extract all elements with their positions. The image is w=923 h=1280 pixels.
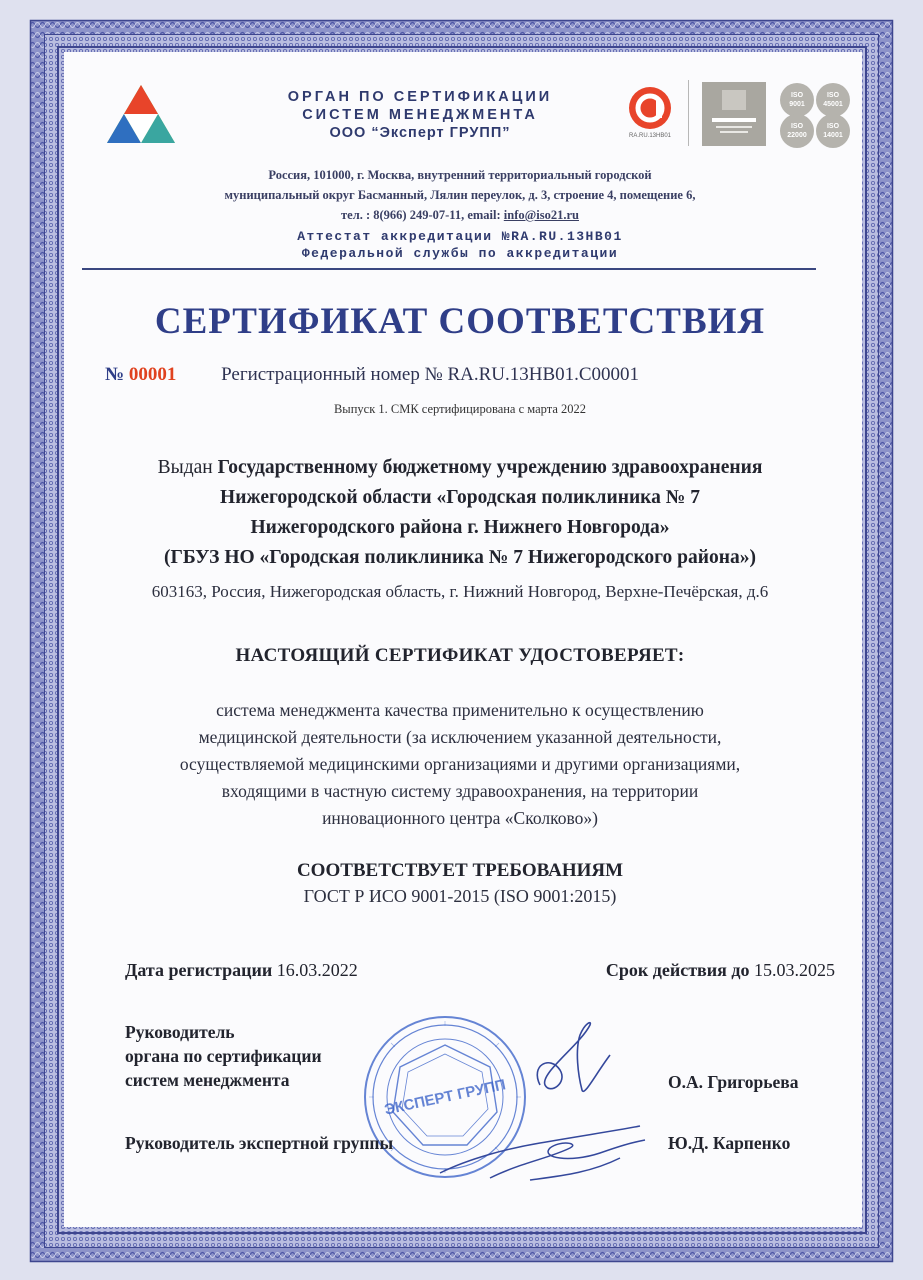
email-link[interactable]: info@iso21.ru — [503, 208, 579, 222]
scope-block — [140, 697, 780, 832]
iso-14001-badge-icon: ISO 14001 — [816, 114, 850, 148]
registration-date-label: Дата регистрации — [125, 960, 273, 980]
iso-45001-badge-icon: ISO 45001 — [816, 83, 850, 117]
accreditation-line-2: Федеральной службы по аккредитации — [301, 246, 619, 261]
number-label: № — [105, 364, 125, 385]
standard-name: ГОСТ Р ИСО 9001-2015 (ISO 9001:2015) — [303, 886, 617, 906]
issued-org-line-4: (ГБУЗ НО «Городская поликлиника № 7 Нижегородского района») — [164, 547, 756, 568]
issued-org-line-3: Нижегородского района г. Нижнего Новгорода» — [250, 517, 670, 538]
header-divider — [82, 268, 816, 270]
scope-line-5: инновационного центра «Сколково») — [322, 808, 598, 828]
signature-karpenko-icon — [430, 1118, 650, 1188]
signature-grigorieva-icon — [520, 1015, 630, 1105]
address-line-1: Россия, 101000, г. Москва, внутренний территориальный городской — [268, 168, 652, 182]
accreditation-block — [180, 228, 740, 262]
issue-note: Выпуск 1. СМК сертифицирована с марта 2022 — [333, 402, 587, 416]
scope-line-3: осуществляемой медицинскими организациями и другими организациями, — [179, 754, 741, 774]
accreditation-line-1: Аттестат аккредитации №RA.RU.13НВ01 — [297, 229, 623, 244]
signatory-role-1 — [125, 1020, 322, 1092]
certificate-number-line — [105, 364, 639, 386]
registration-date-value: 16.03.2022 — [276, 960, 358, 980]
validity-line — [606, 960, 835, 981]
accreditation-mark-caption: RA.RU.13НВ01 — [628, 133, 672, 139]
triangle-logo-icon — [105, 83, 177, 145]
org-line-2: СИСТЕМ МЕНЕДЖМЕНТА — [302, 107, 538, 123]
validity-prefix: до — [731, 960, 750, 980]
issued-org-line-1: Государственному бюджетному учреждению здравоохранения — [217, 457, 763, 478]
number-value: 00001 — [128, 364, 177, 385]
registration-number: Регистрационный номер № RA.RU.13НВ01.С00001 — [221, 364, 640, 385]
org-line-3: ООО “Эксперт ГРУПП” — [329, 125, 511, 141]
iso-9001-badge-icon: ISO 9001 — [780, 83, 814, 117]
validity-date-value: 15.03.2025 — [754, 960, 835, 980]
certified-system-logo-icon — [702, 82, 766, 146]
validity-label: Срок действия — [605, 960, 727, 980]
org-line-1: ОРГАН ПО СЕРТИФИКАЦИИ — [287, 89, 553, 105]
scope-line-2: медицинской деятельности (за исключением указанной деятельности, — [198, 727, 722, 747]
role1-line-2: органа по сертификации — [125, 1046, 322, 1066]
role1-line-3: систем менеджмента — [125, 1070, 290, 1090]
org-name-block — [220, 88, 620, 142]
registration-date-line — [125, 960, 358, 981]
iso-22000-badge-icon: ISO 22000 — [780, 114, 814, 148]
postal-address: 603163, Россия, Нижегородская область, г. Нижний Новгород, Верхне-Печёрская, д.6 — [151, 582, 769, 601]
phone-text: тел. : 8(966) 249-07-11, email: — [341, 208, 504, 222]
logo-divider — [688, 80, 689, 146]
stamp-label: ЭКСПЕРТ ГРУПП — [382, 1076, 508, 1119]
scope-line-4: входящими в частную систему здравоохранения, на территории — [221, 781, 699, 801]
address-line-2: муниципальный округ Басманный, Лялин переулок, д. 3, строение 4, помещение 6, — [224, 188, 696, 202]
role1-line-1: Руководитель — [125, 1022, 235, 1042]
meets-heading: СООТВЕТСТВУЕТ ТРЕБОВАНИЯМ — [296, 860, 624, 881]
contact-line — [120, 205, 800, 225]
scope-line-1: система менеджмента качества применительно к осуществлению — [216, 700, 704, 720]
issued-org-line-2: Нижегородской области «Городская поликлиника № 7 — [220, 487, 700, 508]
org-address-block — [120, 165, 800, 225]
issued-line-1 — [70, 453, 850, 483]
certifies-heading: НАСТОЯЩИЙ СЕРТИФИКАТ УДОСТОВЕРЯЕТ: — [235, 645, 685, 666]
signatory-role-2: Руководитель экспертной группы — [125, 1133, 394, 1153]
signatory-name-1: О.А. Григорьева — [668, 1072, 799, 1092]
certificate-title: СЕРТИФИКАТ СООТВЕТСТВИЯ — [154, 301, 766, 342]
issued-to-block — [70, 453, 850, 573]
signatory-name-2: Ю.Д. Карпенко — [668, 1133, 791, 1153]
issued-prefix: Выдан — [157, 457, 218, 478]
